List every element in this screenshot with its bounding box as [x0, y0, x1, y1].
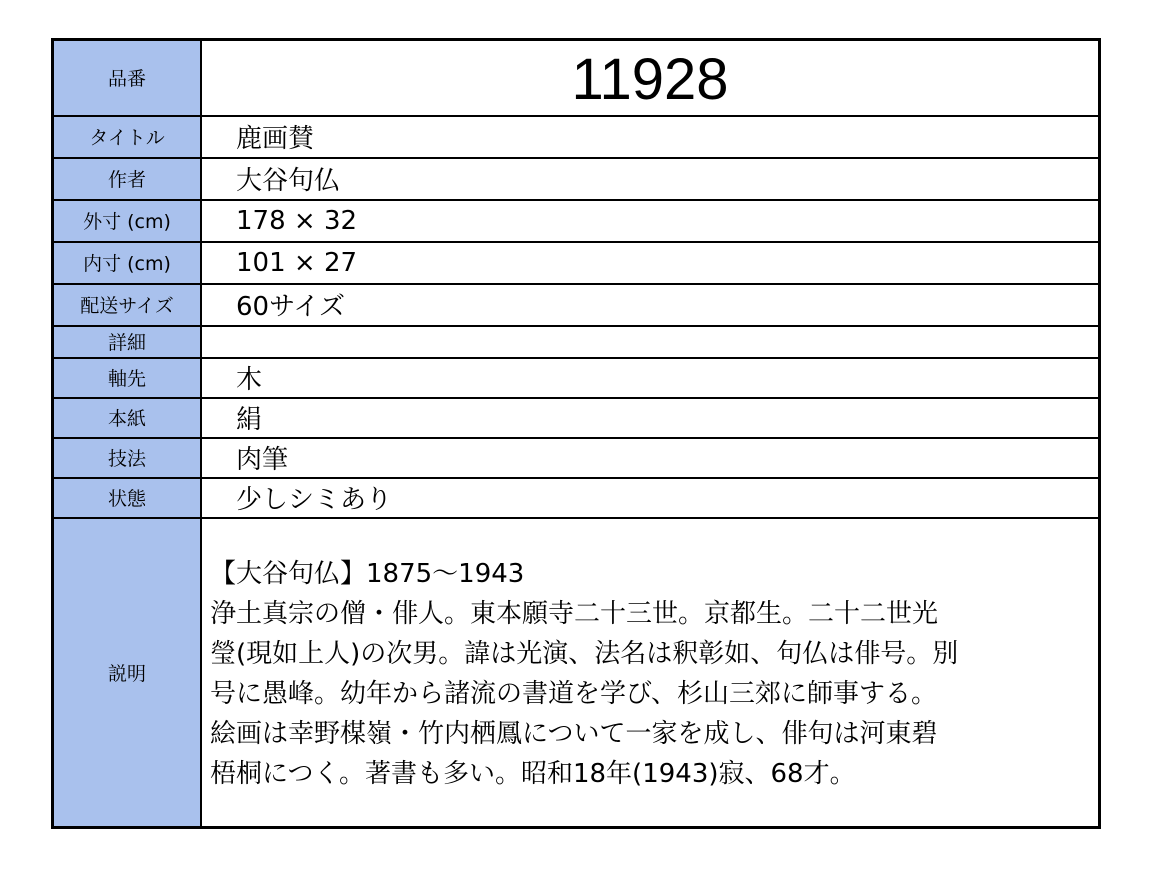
value-roller-end: 木 [201, 358, 1100, 398]
description-line: 絵画は幸野楳嶺・竹内栖鳳について一家を成し、俳句は河東碧 [210, 719, 938, 750]
label-inner-size: 内寸 (cm) [53, 242, 202, 284]
row-outer-size [53, 200, 1100, 242]
label-details: 詳細 [53, 326, 202, 358]
label-technique: 技法 [53, 438, 202, 478]
value-artist: 大谷句仏 [201, 158, 1100, 200]
description-line: 梧桐につく。著書も多い。昭和18年(1943)寂、68才。 [210, 759, 856, 790]
label-outer-size: 外寸 (cm) [53, 200, 202, 242]
label-shipping-size: 配送サイズ [53, 284, 202, 326]
label-description: 説明 [53, 518, 202, 828]
row-item-number [53, 40, 1100, 116]
row-inner-size [53, 242, 1100, 284]
value-item-number: 11928 [201, 40, 1100, 116]
value-outer-size: 178 × 32 [201, 200, 1100, 242]
row-description [53, 518, 1100, 828]
label-item-number: 品番 [53, 40, 202, 116]
label-artist: 作者 [53, 158, 202, 200]
value-base-material: 絹 [201, 398, 1100, 438]
description-line: 【大谷句仏】1875〜1943 [210, 559, 525, 590]
description-line: 浄土真宗の僧・俳人。東本願寺二十三世。京都生。二十二世光 [210, 599, 939, 630]
label-roller-end: 軸先 [53, 358, 202, 398]
description-line: 号に愚峰。幼年から諸流の書道を学び、杉山三郊に師事する。 [210, 679, 937, 710]
label-condition: 状態 [53, 478, 202, 518]
row-shipping-size [53, 284, 1100, 326]
row-details [53, 326, 1100, 358]
label-title: タイトル [53, 116, 202, 158]
row-roller-end [53, 358, 1100, 398]
description-line: 瑩(現如上人)の次男。諱は光演、法名は釈彰如、句仏は俳号。別 [210, 639, 959, 670]
row-technique [53, 438, 1100, 478]
value-details [201, 326, 1100, 358]
row-title [53, 116, 1100, 158]
row-condition [53, 478, 1100, 518]
value-description [201, 518, 1100, 828]
value-inner-size: 101 × 27 [201, 242, 1100, 284]
value-shipping-size: 60サイズ [201, 284, 1100, 326]
value-title: 鹿画賛 [201, 116, 1100, 158]
row-artist [53, 158, 1100, 200]
label-base-material: 本紙 [53, 398, 202, 438]
spec-table [51, 38, 1101, 829]
value-technique: 肉筆 [201, 438, 1100, 478]
value-condition: 少しシミあり [201, 478, 1100, 518]
row-base-material [53, 398, 1100, 438]
